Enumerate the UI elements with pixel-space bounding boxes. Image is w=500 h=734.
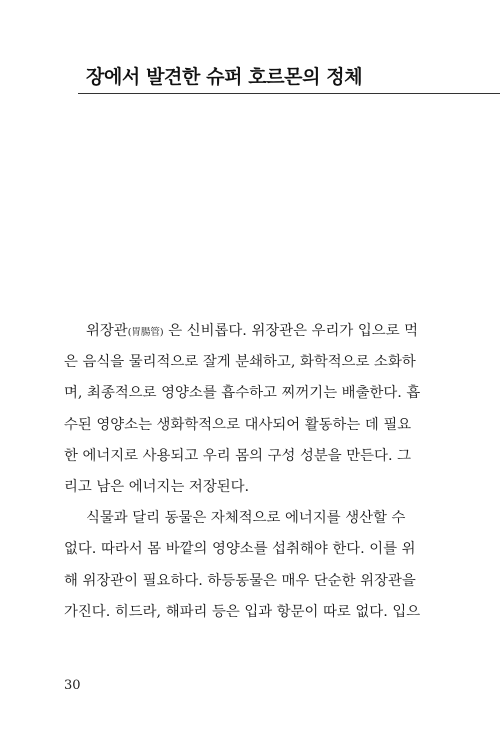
paragraph-2-line-1: 식물과 달리 동물은 자체적으로 에너지를 생산할 수 xyxy=(86,510,406,527)
paragraph-1-line-6: 리고 남은 에너지는 저장된다. xyxy=(64,478,250,495)
header-rule xyxy=(78,93,500,94)
paragraph-1-line-4: 수된 영양소는 생화학적으로 대사되어 활동하는 데 필요 xyxy=(64,416,412,433)
paragraph-2-line-4: 가진다. 히드라, 해파리 등은 입과 항문이 따로 없다. 입으 xyxy=(64,603,421,620)
paragraph-1-line-1 xyxy=(64,316,419,347)
text-segment: 위장관 xyxy=(86,323,128,339)
paragraph-1-line-2: 은 음식을 물리적으로 잘게 분쇄하고, 화학적으로 소화하 xyxy=(64,354,416,371)
paragraph-1-line-3: 며, 최종적으로 영양소를 흡수하고 찌꺼기는 배출한다. 흡 xyxy=(64,385,421,402)
page-number: 30 xyxy=(64,678,81,693)
body-text xyxy=(64,316,421,628)
text-segment: 은 신비롭다. 위장관은 우리가 입으로 먹 xyxy=(163,323,419,339)
chapter-header-title: 장에서 발견한 슈퍼 호르몬의 정체 xyxy=(86,66,363,88)
paragraph-1-line-5: 한 에너지로 사용되고 우리 몸의 구성 성분을 만든다. 그 xyxy=(64,447,412,464)
paragraph-2-line-3: 해 위장관이 필요하다. 하등동물은 매우 단순한 위장관을 xyxy=(64,572,416,589)
hanja-annotation: (胃腸管) xyxy=(127,327,164,338)
paragraph-2-line-2: 없다. 따라서 몸 바깥의 영양소를 섭취해야 한다. 이를 위 xyxy=(64,541,416,558)
